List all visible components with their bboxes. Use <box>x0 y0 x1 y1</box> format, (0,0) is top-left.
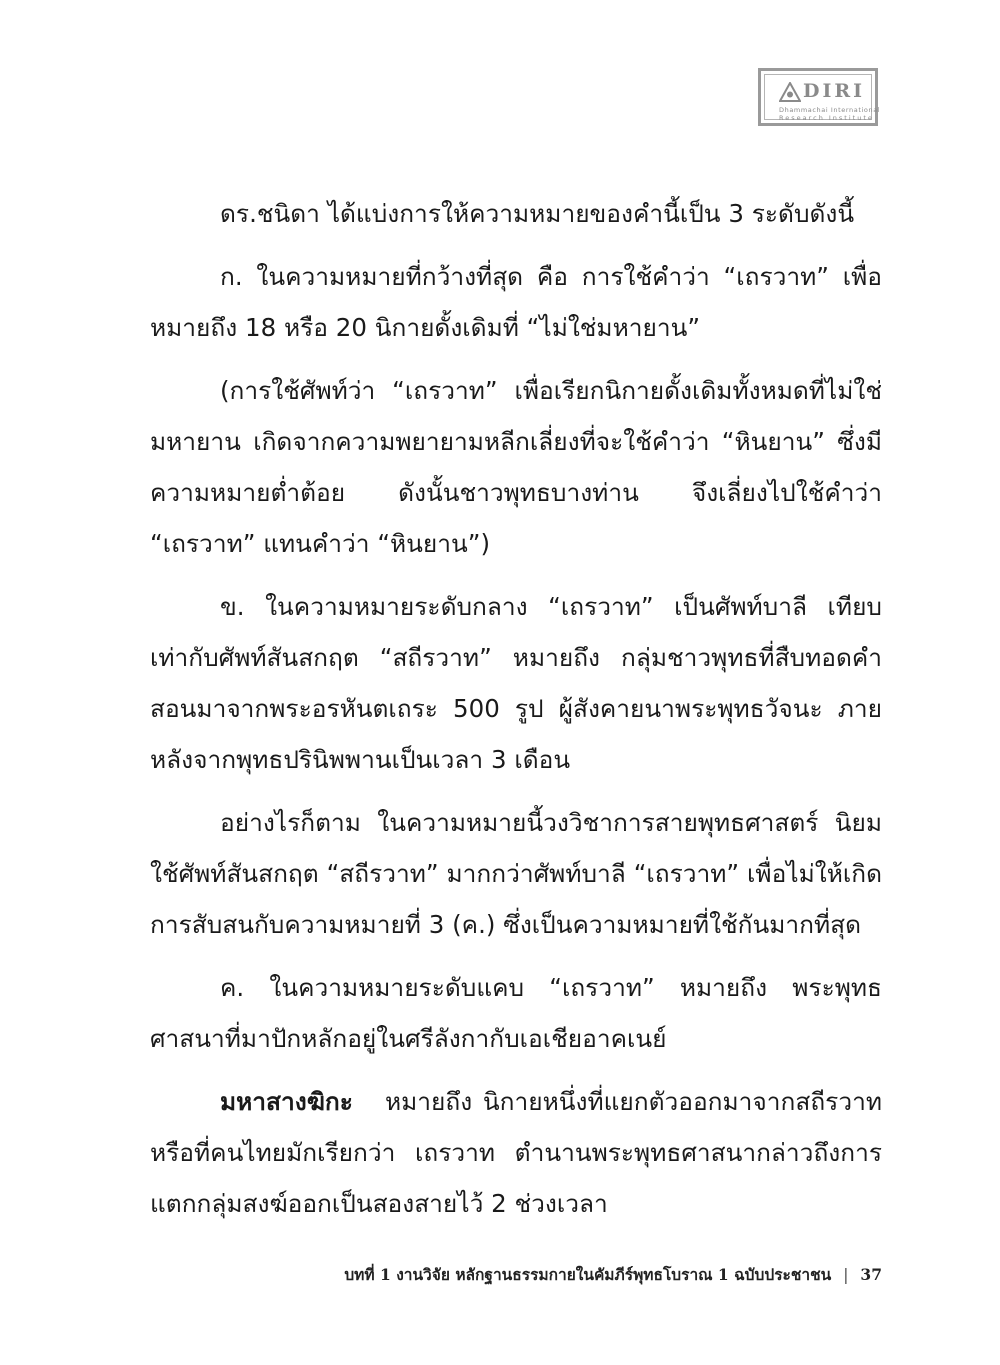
logo-subtitle-line1: Dhammachai International <box>779 106 881 114</box>
body-text <box>150 188 882 1241</box>
paragraph-middle-meaning: ข. ในความหมายระดับกลาง “เถรวาท” เป็นศัพท์บาลี เทียบเท่ากับศัพท์สันสกฤต “สถีรวาท” หมายถึง กลุ่มชาวพุทธที่สืบทอดคำสอนมาจากพระอรหันตเถระ 500 รูป ผู้สังคายนาพระพุทธวัจนะ ภายหลังจากพุทธปรินิพพานเป็นเวลา 3 เดือน <box>150 592 882 774</box>
paragraph-broad-meaning: ก. ในความหมายที่กว้างที่สุด คือ การใช้คำว่า “เถรวาท” เพื่อหมายถึง 18 หรือ 20 นิกายดั้งเดิมที่ “ไม่ใช่มหายาน” <box>150 262 882 342</box>
logo-wordmark: DIRI <box>803 80 866 102</box>
page-number: 37 <box>860 1265 882 1284</box>
term-mahasanghika: มหาสางฆิกะ <box>220 1087 353 1116</box>
logo-frame <box>764 74 881 122</box>
triangle-emblem-icon <box>779 82 801 102</box>
diri-logo <box>758 68 881 126</box>
paragraph-parenthetical-note: (การใช้ศัพท์ว่า “เถรวาท” เพื่อเรียกนิกายดั้งเดิมทั้งหมดที่ไม่ใช่มหายาน เกิดจากความพยายามหลีกเลี่ยงที่จะใช้คำว่า “หินยาน” ซึ่งมีความหมายต่ำต้อย ดังนั้นชาวพุทธบางท่าน จึงเลี่ยงไปใช้คำว่า “เถรวาท” แทนคำว่า “หินยาน”) <box>150 376 882 558</box>
paragraph-narrow-meaning: ค. ในความหมายระดับแคบ “เถรวาท” หมายถึง พระพุทธศาสนาที่มาปักหลักอยู่ในศรีลังกากับเอเชียอาคเนย์ <box>150 973 882 1053</box>
paragraph-however: อย่างไรก็ตาม ในความหมายนี้วงวิชาการสายพุทธศาสตร์ นิยมใช้ศัพท์สันสกฤต “สถีรวาท” มากกว่าศัพท์บาลี “เถรวาท” เพื่อไม่ให้เกิดการสับสนกับความหมายที่ 3 (ค.) ซึ่งเป็นความหมายที่ใช้กันมากที่สุด <box>150 808 882 939</box>
page-footer <box>344 1262 882 1287</box>
paragraph-mahasanghika <box>150 1076 882 1229</box>
running-title: บทที่ 1 งานวิจัย หลักฐานธรรมกายในคัมภีร์พุทธโบราณ 1 ฉบับประชาชน <box>344 1265 832 1284</box>
paragraph-intro: ดร.ชนิดา ได้แบ่งการให้ความหมายของคำนี้เป็น 3 ระดับดังนี้ <box>220 199 855 228</box>
definition-mahasanghika: หมายถึง นิกายหนึ่งที่แยกตัวออกมาจากสถีรวาท หรือที่คนไทยมักเรียกว่า เถรวาท ตำนานพระพุทธศาสนากล่าวถึงการแตกกลุ่มสงฆ์ออกเป็นสองสายไว้ 2 ช่วงเวลา <box>150 1087 882 1218</box>
footer-separator: | <box>843 1266 849 1284</box>
logo-subtitle-line2: Research Institute <box>779 114 874 122</box>
